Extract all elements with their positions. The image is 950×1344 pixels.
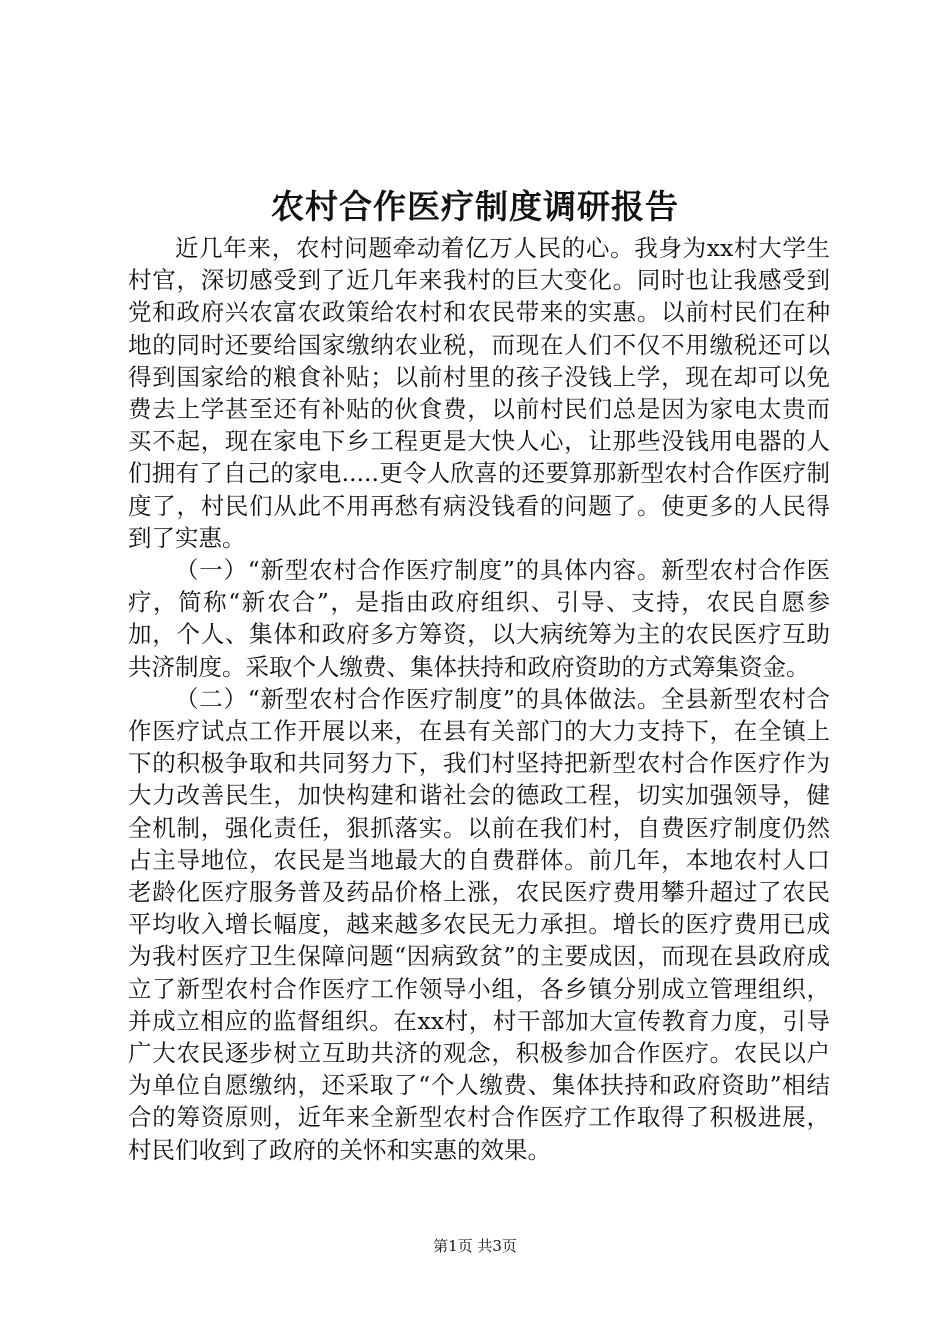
paragraph-intro: 近几年来，农村问题牵动着亿万人民的心。我身为xx村大学生村官，深切感受到了近几年来我村的巨大变化。同时也让我感受到党和政府兴农富农政策给农村和农民带来的实惠。以前村民们在种地的同时还要给国家缴纳农业税，而现在人们不仅不用缴税还可以得到国家给的粮食补贴；以前村里的孩子没钱上学，现在却可以免费去上学甚至还有补贴的伙食费，以前村民们总是因为家电太贵而买不起，现在家电下乡工程更是大快人心，让那些没钱用电器的人们拥有了自己的家电.....更令人欣喜的还要算那新型农村合作医疗制度了，村民们从此不用再愁有病没钱看的问题了。使更多的人民得到了实惠。 bbox=[128, 234, 830, 552]
paragraph-section-1: （一）“新型农村合作医疗制度”的具体内容。新型农村合作医疗，简称“新农合”，是指由政府组织、引导、支持，农民自愿参加，个人、集体和政府多方筹资，以大病统筹为主的农民医疗互助共济制度。采取个人缴费、集体扶持和政府资助的方式筹集资金。 bbox=[128, 556, 830, 681]
document-title: 农村合作医疗制度调研报告 bbox=[271, 187, 679, 226]
document-body bbox=[128, 232, 830, 1166]
paragraph-section-2: （二）“新型农村合作医疗制度”的具体做法。全县新型农村合作医疗试点工作开展以来，在县有关部门的大力支持下，在全镇上下的积极争取和共同努力下，我们村坚持把新型农村合作医疗作为大力改善民生，加快构建和谐社会的德政工程，切实加强领导，健全机制，强化责任，狠抓落实。以前在我们村，自费医疗制度仍然占主导地位，农民是当地最大的自费群体。前几年，本地农村人口老龄化医疗服务普及药品价格上涨，农民医疗费用攀升超过了农民平均收入增长幅度，越来越多农民无力承担。增长的医疗费用已成为我村医疗卫生保障问题“因病致贫”的主要成因，而现在县政府成立了新型农村合作医疗工作领导小组，各乡镇分别成立管理组织，并成立相应的监督组织。在xx村，村干部加大宣传教育力度，引导广大农民逐步树立互助共济的观念，积极参加合作医疗。农民以户为单位自愿缴纳，还采取了“个人缴费、集体扶持和政府资助”相结合的筹资原则，近年来全新型农村合作医疗工作取得了积极进展，村民们收到了政府的关怀和实惠的效果。 bbox=[128, 684, 830, 1164]
page-footer: 第1页 共3页 bbox=[433, 1237, 517, 1255]
